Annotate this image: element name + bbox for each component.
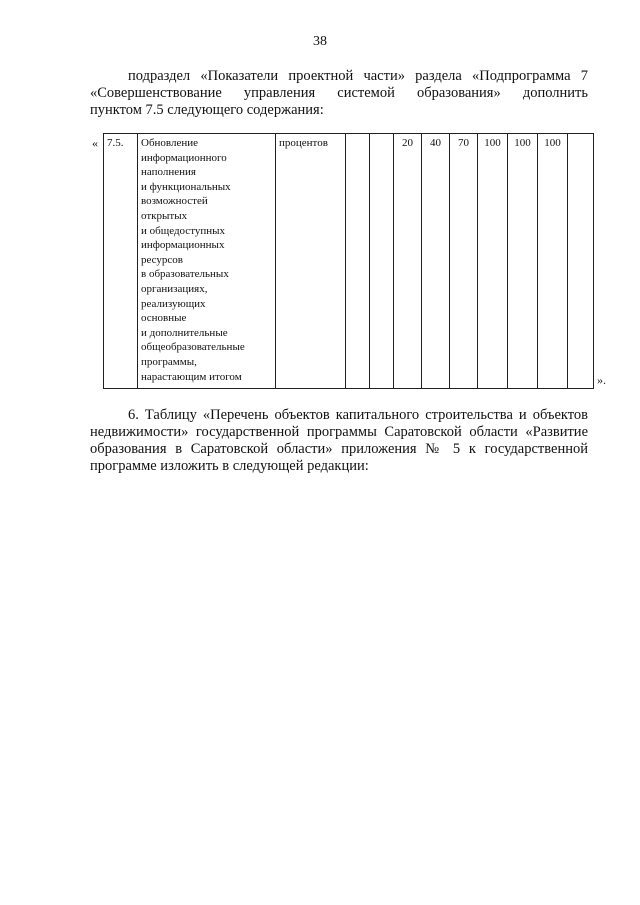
- description-line: нарастающим итогом: [141, 370, 242, 383]
- description-line: и дополнительные: [141, 326, 228, 339]
- description-line: наполнения: [141, 166, 196, 179]
- item-6-line: образования в Саратовской области» приложения № 5 к государственной: [90, 441, 588, 457]
- row-value-cell: 70: [450, 134, 478, 389]
- item-6-line: 6. Таблицу «Перечень объектов капитального строительства и объектов: [128, 407, 588, 423]
- description-line: реализующих: [141, 297, 206, 310]
- row-value-cell: 100: [508, 134, 538, 389]
- description-line: в образовательных: [141, 268, 229, 281]
- description-line: ресурсов: [141, 253, 183, 266]
- description-line: и функциональных: [141, 180, 231, 193]
- description-line: информационных: [141, 239, 225, 252]
- intro-line: подраздел «Показатели проектной части» раздела «Подпрограмма 7: [128, 68, 588, 84]
- row-value-cell: 100: [478, 134, 508, 389]
- description-line: основные: [141, 312, 187, 325]
- description-line: общеобразовательные: [141, 341, 245, 354]
- description-line: открытых: [141, 209, 188, 222]
- table-quote-open: «: [92, 136, 98, 150]
- indicator-table: [103, 133, 594, 389]
- row-unit-cell: процентов: [276, 134, 346, 389]
- table-row: [104, 134, 594, 389]
- row-value-cell: [346, 134, 370, 389]
- intro-line: пунктом 7.5 следующего содержания:: [90, 102, 324, 118]
- intro-line: «Совершенствование управления системой образования» дополнить: [90, 85, 588, 101]
- row-value-cell: 100: [538, 134, 568, 389]
- item-6-line: недвижимости» государственной программы Саратовской области «Развитие: [90, 424, 588, 440]
- description-line: организациях,: [141, 282, 208, 295]
- intro-paragraph: [90, 68, 588, 119]
- description-line: информационного: [141, 151, 227, 164]
- row-value-cell: [568, 134, 594, 389]
- row-value-cell: [370, 134, 394, 389]
- table-quote-close: ».: [597, 373, 606, 387]
- description-line: и общедоступных: [141, 224, 226, 237]
- description-line: Обновление: [141, 137, 199, 149]
- description-line: программы,: [141, 355, 197, 368]
- row-description-cell: [138, 134, 276, 389]
- row-value-cell: 20: [394, 134, 422, 389]
- page-number: 38: [313, 34, 327, 49]
- row-number-cell: 7.5.: [104, 134, 138, 389]
- row-value-cell: 40: [422, 134, 450, 389]
- item-6-line: программе изложить в следующей редакции:: [90, 458, 369, 474]
- description-line: возможностей: [141, 195, 208, 208]
- item-6-paragraph: [90, 407, 588, 475]
